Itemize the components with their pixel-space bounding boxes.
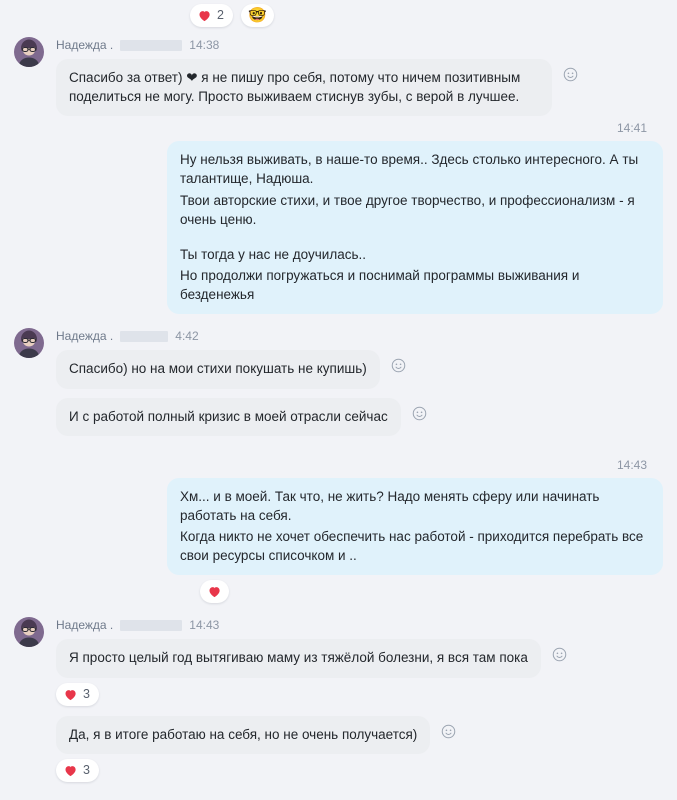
message-text: Я просто целый год вытягиваю маму из тяжёлой болезни, я вся там пока: [69, 650, 528, 666]
reaction-count: 3: [83, 686, 90, 701]
message-text: Твои авторские стихи, и твое другое творчество, и профессионализм - я очень ценю.: [180, 192, 635, 227]
heart-emoji: [207, 584, 222, 599]
sender-name: Надежда .: [56, 329, 114, 344]
smiley-icon[interactable]: [563, 67, 578, 82]
message-row: [14, 141, 663, 314]
message-time: 14:41: [616, 121, 647, 136]
message-time: 14:38: [189, 38, 220, 52]
reaction-heart[interactable]: [56, 759, 99, 782]
redacted-block: [120, 331, 168, 342]
message-row: [14, 478, 663, 576]
reaction-bar: [56, 683, 663, 706]
sender-name: Надежда .: [56, 618, 114, 633]
heart-emoji: [197, 8, 212, 23]
message-row: [56, 59, 663, 116]
message-meta: [56, 617, 663, 633]
reaction-heart[interactable]: [190, 4, 233, 27]
message-row: [56, 639, 663, 677]
reaction-bar: [200, 580, 663, 603]
message-text: Да, я в итоге работаю на себя, но не очень получается): [69, 726, 418, 742]
message-group-outgoing: [0, 458, 677, 604]
message-row: [56, 350, 663, 388]
nerd-face-emoji: 🤓: [247, 7, 267, 24]
message-text: Но продолжи погружаться и поснимай программы выживания и безденежья: [180, 268, 580, 303]
smiley-icon[interactable]: [412, 406, 427, 421]
message-bubble[interactable]: [56, 639, 541, 677]
smiley-icon[interactable]: [552, 647, 567, 662]
message-text: Ты тогда у нас не доучилась..: [180, 246, 367, 262]
message-meta: [56, 37, 663, 53]
avatar[interactable]: [14, 328, 44, 358]
sender-name: Надежда .: [56, 38, 114, 52]
heart-emoji: [63, 763, 78, 778]
message-time: 14:43: [616, 457, 647, 472]
message-bubble[interactable]: [56, 350, 380, 388]
reaction-heart[interactable]: [56, 683, 99, 706]
message-text: Хм... и в моей. Так что, не жить? Надо менять сферу или начинать работать на себя.: [180, 488, 600, 523]
message-row: [56, 716, 663, 754]
redacted-block: [120, 40, 182, 51]
message-bubble[interactable]: [56, 716, 430, 754]
reaction-bar-top: [190, 0, 677, 37]
smiley-icon[interactable]: [441, 724, 456, 739]
avatar[interactable]: [14, 617, 44, 647]
message-bubble[interactable]: [167, 141, 663, 314]
message-text: Ну нельзя выживать, в наше-то время.. Здесь столько интересного. А ты талантище, Надюша.: [180, 152, 639, 187]
reaction-nerd[interactable]: [241, 4, 274, 27]
message-text: И с работой полный кризис в моей отрасли сейчас: [69, 408, 388, 424]
heart-emoji: [63, 687, 78, 702]
reaction-bar: [56, 759, 663, 782]
message-bubble[interactable]: [167, 478, 663, 576]
message-bubble[interactable]: [56, 398, 401, 436]
line-gap: [180, 229, 650, 245]
message-meta: [56, 328, 663, 344]
smiley-icon[interactable]: [391, 358, 406, 373]
reaction-count: 3: [83, 762, 90, 777]
message-bubble[interactable]: [56, 59, 552, 116]
message-time: 14:43: [189, 618, 220, 633]
message-text: Спасибо) но на мои стихи покушать не купишь): [69, 361, 367, 377]
message-row: [56, 398, 663, 436]
avatar[interactable]: [14, 37, 44, 67]
message-group-incoming: [0, 328, 677, 435]
message-text: Когда никто не хочет обеспечить нас работой - приходится перебрать все свои ресурсы списочком и ..: [180, 529, 644, 564]
message-group-outgoing: [0, 121, 677, 314]
reaction-heart[interactable]: [200, 580, 229, 603]
message-text: Спасибо за ответ) ❤ я не пишу про себя, потому что ничем позитивным поделиться не могу. Просто выживаем стиснув зубы, с верой в лучшее.: [69, 70, 521, 105]
message-group-incoming: [0, 617, 677, 781]
reaction-count: 2: [217, 8, 224, 23]
message-time: 4:42: [175, 329, 199, 344]
message-group-incoming: [0, 37, 677, 116]
redacted-block: [120, 620, 182, 631]
